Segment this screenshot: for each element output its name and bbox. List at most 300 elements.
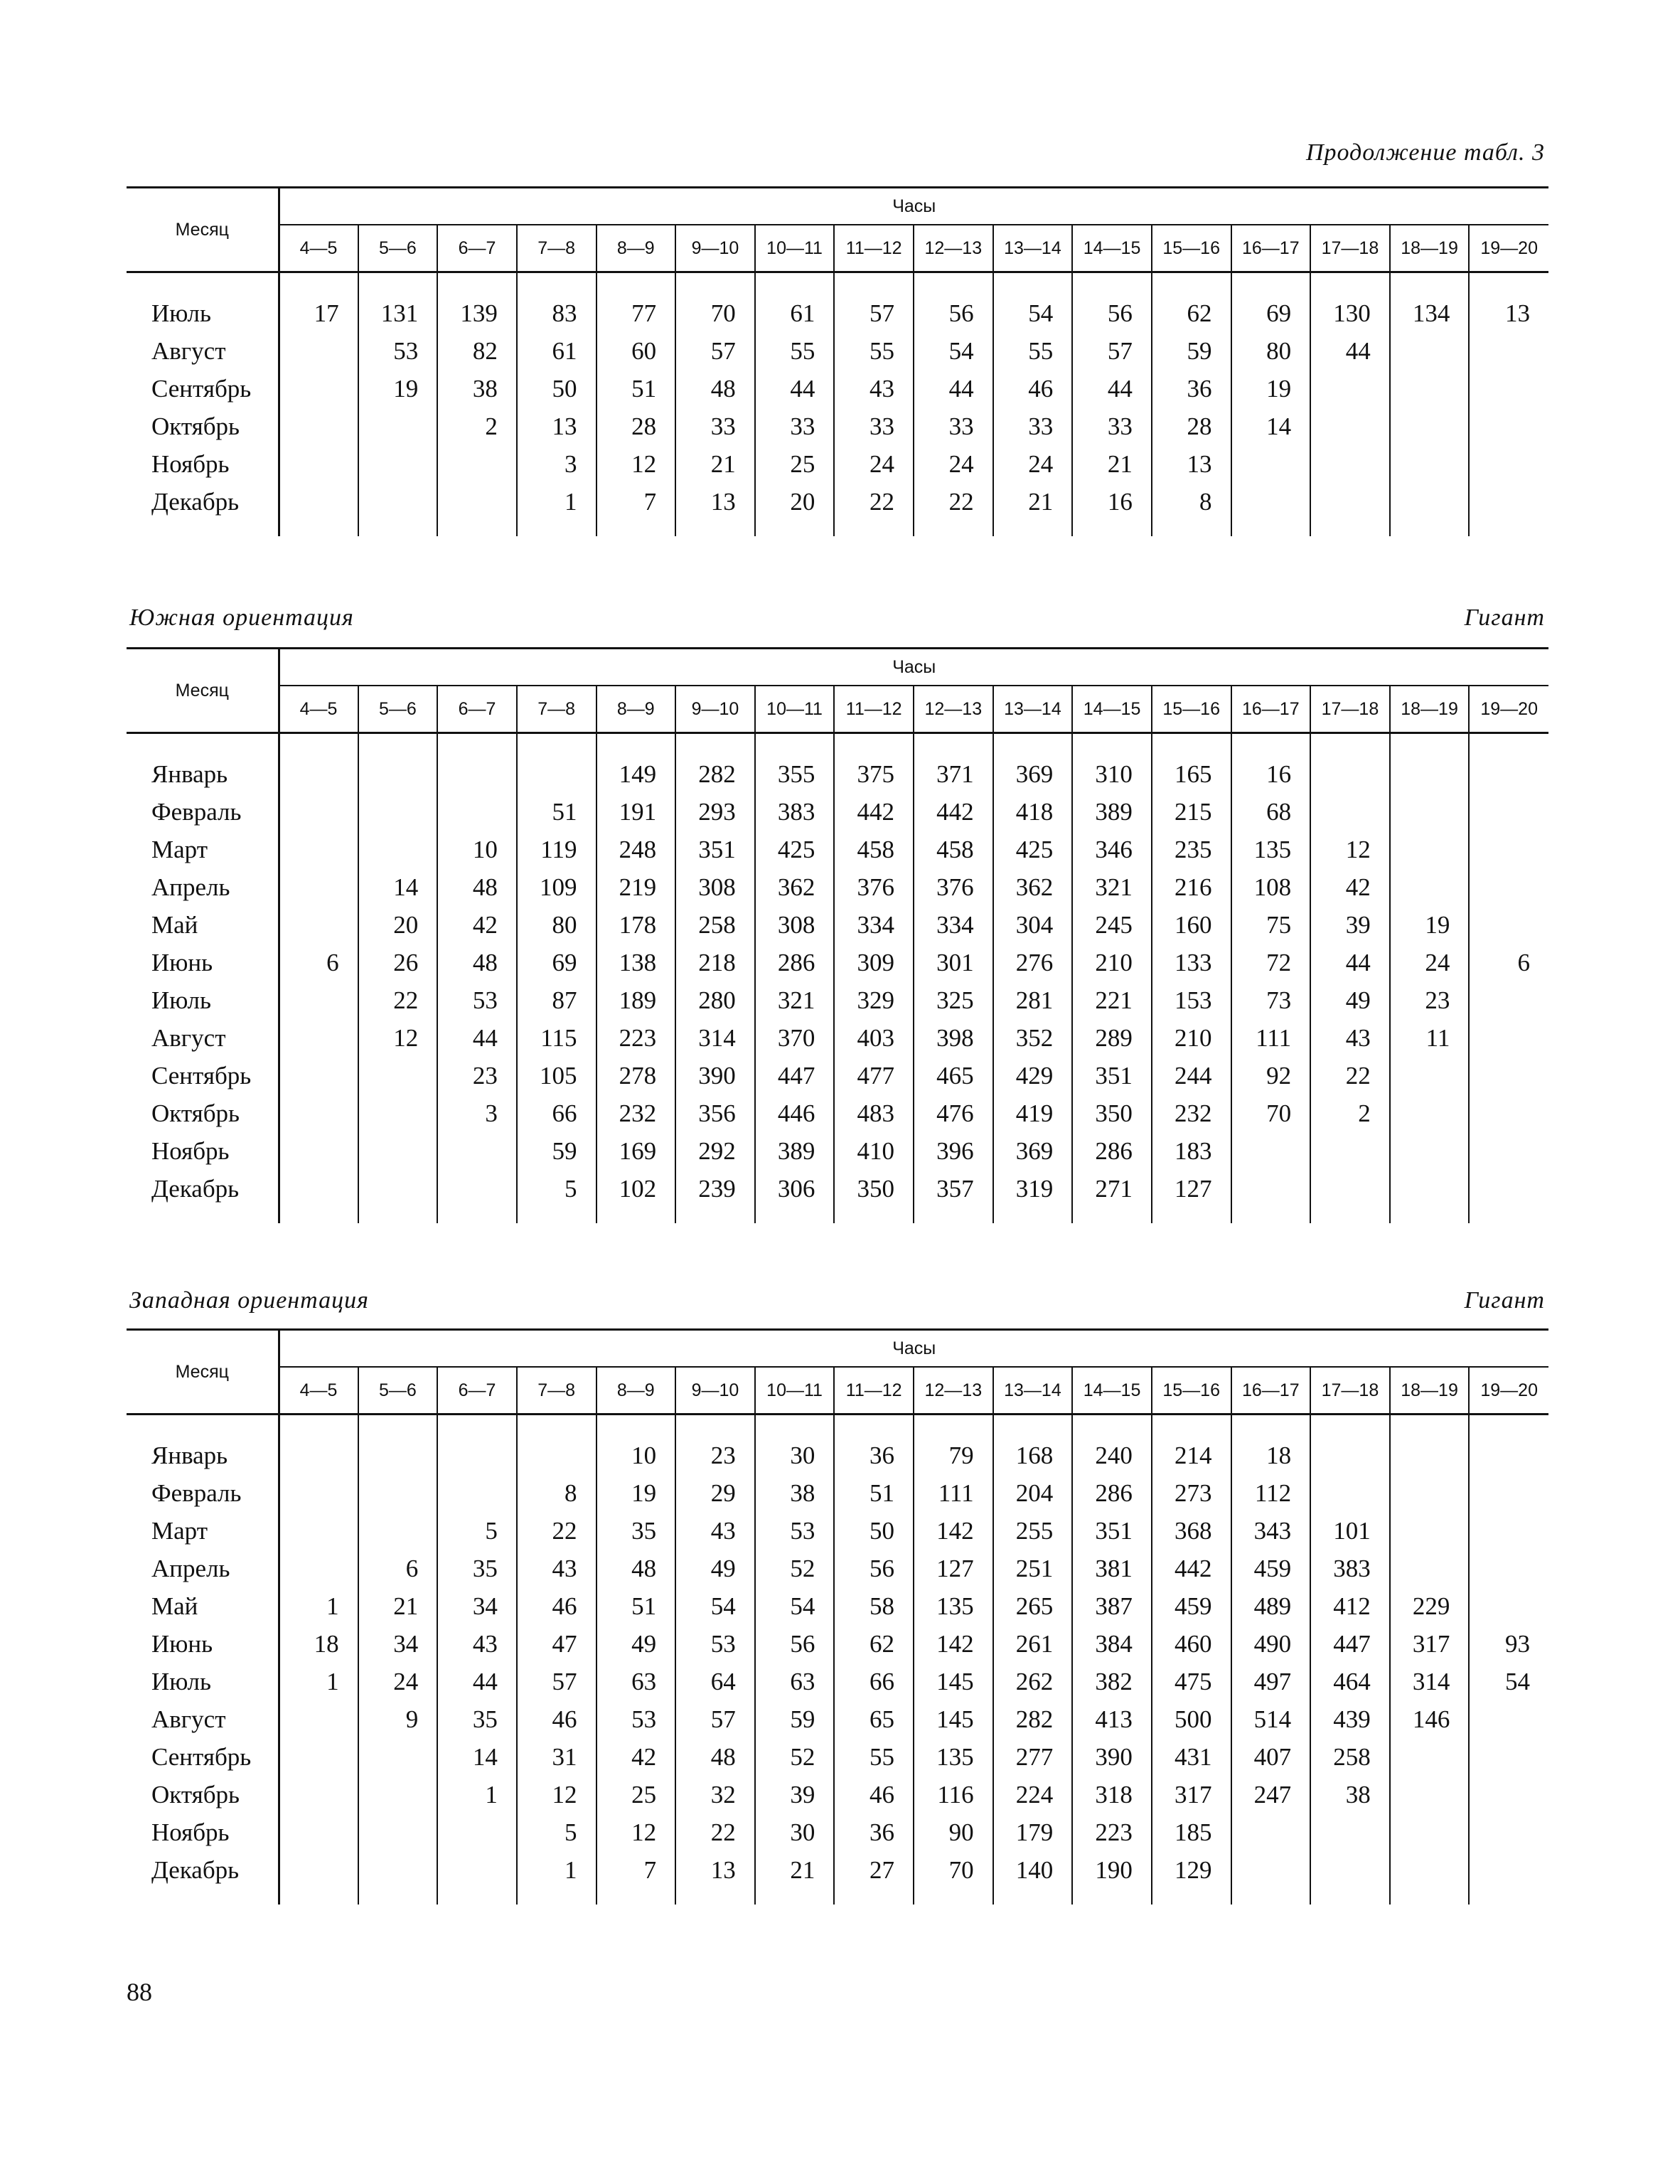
value-cell: 376 — [834, 868, 914, 906]
value-cell: 44 — [914, 370, 993, 407]
value-cell: 13 — [517, 407, 596, 445]
value-cell: 50 — [517, 370, 596, 407]
value-cell: 357 — [914, 1170, 993, 1208]
value-cell — [279, 332, 358, 370]
value-cell: 49 — [1310, 981, 1390, 1019]
value-cell — [279, 981, 358, 1019]
value-cell: 51 — [596, 1587, 676, 1625]
value-cell — [279, 370, 358, 407]
hour-column-header: 13—14 — [993, 225, 1073, 272]
value-cell: 58 — [834, 1587, 914, 1625]
value-cell — [279, 1170, 358, 1208]
value-cell: 18 — [1231, 1437, 1311, 1474]
hour-column-header: 8—9 — [596, 225, 676, 272]
hour-column-header: 17—18 — [1310, 225, 1390, 272]
value-cell: 458 — [914, 831, 993, 868]
value-cell: 282 — [675, 755, 755, 793]
value-cell: 24 — [914, 445, 993, 483]
value-cell: 23 — [437, 1057, 517, 1094]
value-cell: 5 — [437, 1512, 517, 1550]
value-cell: 26 — [358, 944, 438, 981]
value-cell: 1 — [437, 1776, 517, 1813]
value-cell — [1469, 1700, 1548, 1738]
value-cell: 321 — [755, 981, 835, 1019]
month-cell: Март — [127, 1512, 279, 1550]
value-cell — [279, 1094, 358, 1132]
value-cell: 169 — [596, 1132, 676, 1170]
value-cell: 55 — [834, 332, 914, 370]
value-cell: 350 — [1072, 1094, 1152, 1132]
hour-column-header: 19—20 — [1469, 1367, 1548, 1415]
table-section-south — [127, 647, 1548, 1223]
value-cell: 62 — [1152, 294, 1231, 332]
hour-column-header: 15—16 — [1152, 225, 1231, 272]
value-cell — [1469, 981, 1548, 1019]
value-cell — [358, 1057, 438, 1094]
value-cell: 39 — [1310, 906, 1390, 944]
value-cell: 370 — [755, 1019, 835, 1057]
value-cell: 318 — [1072, 1776, 1152, 1813]
value-cell: 57 — [517, 1663, 596, 1700]
value-cell: 42 — [437, 906, 517, 944]
value-cell — [1469, 1437, 1548, 1474]
value-cell — [279, 445, 358, 483]
value-cell — [1310, 407, 1390, 445]
value-cell: 42 — [1310, 868, 1390, 906]
value-cell: 12 — [358, 1019, 438, 1057]
value-cell: 11 — [1390, 1019, 1470, 1057]
value-cell — [1390, 483, 1470, 521]
value-cell — [1310, 1813, 1390, 1851]
value-cell: 51 — [834, 1474, 914, 1512]
value-cell: 33 — [834, 407, 914, 445]
value-cell — [279, 1550, 358, 1587]
value-cell — [1469, 1170, 1548, 1208]
table-row — [127, 1094, 1548, 1132]
value-cell — [1390, 1550, 1470, 1587]
hour-column-header: 5—6 — [358, 225, 438, 272]
value-cell: 133 — [1152, 944, 1231, 981]
hour-column-header: 19—20 — [1469, 686, 1548, 733]
value-cell: 396 — [914, 1132, 993, 1170]
value-cell: 281 — [993, 981, 1073, 1019]
value-cell — [279, 407, 358, 445]
value-cell: 54 — [675, 1587, 755, 1625]
value-cell: 477 — [834, 1057, 914, 1094]
table-row — [127, 1132, 1548, 1170]
value-cell: 90 — [914, 1813, 993, 1851]
value-cell: 29 — [675, 1474, 755, 1512]
value-cell — [1469, 1587, 1548, 1625]
data-table — [127, 647, 1548, 1223]
hour-column-header: 11—12 — [834, 225, 914, 272]
value-cell: 351 — [1072, 1512, 1152, 1550]
value-cell: 5 — [517, 1170, 596, 1208]
value-cell: 413 — [1072, 1700, 1152, 1738]
value-cell: 63 — [596, 1663, 676, 1700]
value-cell — [358, 1851, 438, 1889]
value-cell — [279, 1132, 358, 1170]
month-cell: Январь — [127, 1437, 279, 1474]
value-cell: 33 — [914, 407, 993, 445]
value-cell: 13 — [1505, 299, 1530, 327]
value-cell: 22 — [914, 483, 993, 521]
month-cell: Июль — [127, 981, 279, 1019]
value-cell: 442 — [1152, 1550, 1231, 1587]
month-cell: Июнь — [127, 1625, 279, 1663]
value-cell — [1390, 1132, 1470, 1170]
value-cell: 55 — [834, 1738, 914, 1776]
value-cell: 429 — [993, 1057, 1073, 1094]
value-cell: 49 — [596, 1625, 676, 1663]
value-cell: 321 — [1072, 868, 1152, 906]
value-cell: 115 — [517, 1019, 596, 1057]
value-cell: 53 — [596, 1700, 676, 1738]
value-cell — [358, 1738, 438, 1776]
value-cell: 190 — [1072, 1851, 1152, 1889]
value-cell: 185 — [1152, 1813, 1231, 1851]
value-cell: 489 — [1231, 1587, 1311, 1625]
value-cell: 262 — [993, 1663, 1073, 1700]
value-cell: 280 — [675, 981, 755, 1019]
month-cell: Декабрь — [127, 1851, 279, 1889]
month-cell: Апрель — [127, 1550, 279, 1587]
value-cell: 251 — [993, 1550, 1073, 1587]
value-cell: 48 — [675, 370, 755, 407]
value-cell: 31 — [517, 1738, 596, 1776]
value-cell — [1390, 445, 1470, 483]
value-cell: 425 — [993, 831, 1073, 868]
value-cell: 215 — [1152, 793, 1231, 831]
value-cell: 1 — [279, 1587, 358, 1625]
value-cell: 390 — [1072, 1738, 1152, 1776]
hours-header: Часы — [279, 188, 1548, 225]
value-cell — [1231, 1170, 1311, 1208]
value-cell: 258 — [675, 906, 755, 944]
value-cell: 101 — [1310, 1512, 1390, 1550]
value-cell: 83 — [517, 294, 596, 332]
section-title-south: Южная ориентация — [129, 604, 354, 631]
hour-column-header: 10—11 — [755, 686, 835, 733]
value-cell: 44 — [437, 1019, 517, 1057]
hour-column-header: 14—15 — [1072, 1367, 1152, 1415]
value-cell: 44 — [1310, 332, 1390, 370]
value-cell — [437, 1813, 517, 1851]
value-cell: 80 — [1231, 332, 1311, 370]
value-cell: 56 — [914, 294, 993, 332]
value-cell — [437, 755, 517, 793]
value-cell: 465 — [914, 1057, 993, 1094]
value-cell: 24 — [1390, 944, 1470, 981]
value-cell: 53 — [358, 332, 438, 370]
value-cell: 22 — [517, 1512, 596, 1550]
hour-column-header: 19—20 — [1469, 225, 1548, 272]
value-cell: 142 — [914, 1512, 993, 1550]
value-cell: 514 — [1231, 1700, 1311, 1738]
value-cell: 362 — [755, 868, 835, 906]
value-cell — [358, 483, 438, 521]
value-cell: 36 — [1152, 370, 1231, 407]
value-cell: 153 — [1152, 981, 1231, 1019]
value-cell: 319 — [993, 1170, 1073, 1208]
hour-column-header: 15—16 — [1152, 686, 1231, 733]
value-cell: 21 — [755, 1851, 835, 1889]
value-cell: 258 — [1310, 1738, 1390, 1776]
value-cell: 87 — [517, 981, 596, 1019]
hour-column-header: 6—7 — [437, 225, 517, 272]
value-cell: 48 — [437, 868, 517, 906]
value-cell: 56 — [834, 1550, 914, 1587]
value-cell: 425 — [755, 831, 835, 868]
value-cell: 19 — [358, 370, 438, 407]
value-cell: 16 — [1072, 483, 1152, 521]
hours-header: Часы — [279, 649, 1548, 686]
value-cell: 119 — [517, 831, 596, 868]
value-cell: 17 — [279, 294, 358, 332]
value-cell: 286 — [755, 944, 835, 981]
value-cell — [1231, 483, 1311, 521]
value-cell — [1469, 1776, 1548, 1813]
value-cell: 403 — [834, 1019, 914, 1057]
value-cell: 371 — [914, 755, 993, 793]
value-cell — [437, 445, 517, 483]
value-cell — [279, 868, 358, 906]
value-cell: 309 — [834, 944, 914, 981]
value-cell: 5 — [517, 1813, 596, 1851]
value-cell: 61 — [755, 294, 835, 332]
value-cell: 334 — [914, 906, 993, 944]
value-cell: 232 — [1152, 1094, 1231, 1132]
value-cell: 442 — [914, 793, 993, 831]
value-cell — [1469, 1550, 1548, 1587]
hour-column-header: 5—6 — [358, 1367, 438, 1415]
value-cell: 351 — [1072, 1057, 1152, 1094]
value-cell: 19 — [596, 1474, 676, 1512]
value-cell: 68 — [1231, 793, 1311, 831]
value-cell: 261 — [993, 1625, 1073, 1663]
value-cell: 54 — [993, 294, 1073, 332]
value-cell: 64 — [675, 1663, 755, 1700]
value-cell — [437, 1437, 517, 1474]
value-cell: 57 — [675, 1700, 755, 1738]
hour-column-header: 8—9 — [596, 686, 676, 733]
value-cell — [358, 407, 438, 445]
value-cell: 38 — [437, 370, 517, 407]
value-cell — [1390, 1776, 1470, 1813]
value-cell: 306 — [755, 1170, 835, 1208]
value-cell: 44 — [437, 1663, 517, 1700]
value-cell: 314 — [675, 1019, 755, 1057]
value-cell — [358, 831, 438, 868]
value-cell: 59 — [755, 1700, 835, 1738]
value-cell: 57 — [675, 332, 755, 370]
value-cell: 13 — [675, 483, 755, 521]
table-section-1 — [127, 186, 1548, 536]
value-cell — [1310, 755, 1390, 793]
value-cell — [1469, 445, 1548, 483]
month-cell: Октябрь — [127, 407, 279, 445]
value-cell: 210 — [1152, 1019, 1231, 1057]
value-cell — [279, 1851, 358, 1889]
value-cell: 459 — [1152, 1587, 1231, 1625]
value-cell: 419 — [993, 1094, 1073, 1132]
value-cell: 412 — [1310, 1587, 1390, 1625]
hour-column-header: 5—6 — [358, 686, 438, 733]
month-cell: Ноябрь — [127, 1813, 279, 1851]
month-cell: Декабрь — [127, 1170, 279, 1208]
table-row — [127, 1663, 1548, 1700]
value-cell: 375 — [834, 755, 914, 793]
value-cell: 44 — [755, 370, 835, 407]
value-cell: 112 — [1231, 1474, 1311, 1512]
value-cell: 292 — [675, 1132, 755, 1170]
value-cell — [1390, 1474, 1470, 1512]
table-row — [127, 1170, 1548, 1208]
table-row — [127, 1813, 1548, 1851]
value-cell: 381 — [1072, 1550, 1152, 1587]
value-cell: 19 — [1390, 906, 1470, 944]
value-cell — [1231, 1851, 1311, 1889]
value-cell: 293 — [675, 793, 755, 831]
value-cell: 47 — [517, 1625, 596, 1663]
value-cell: 18 — [279, 1625, 358, 1663]
value-cell — [1390, 1851, 1470, 1889]
value-cell — [1231, 1813, 1311, 1851]
value-cell: 25 — [755, 445, 835, 483]
value-cell: 108 — [1231, 868, 1311, 906]
hour-column-header: 9—10 — [675, 1367, 755, 1415]
value-cell: 490 — [1231, 1625, 1311, 1663]
value-cell: 301 — [914, 944, 993, 981]
value-cell — [1469, 1738, 1548, 1776]
value-cell: 459 — [1231, 1550, 1311, 1587]
hour-column-header: 10—11 — [755, 1367, 835, 1415]
value-cell — [437, 1474, 517, 1512]
table-row — [127, 445, 1548, 483]
value-cell: 362 — [993, 868, 1073, 906]
value-cell: 79 — [914, 1437, 993, 1474]
value-cell: 38 — [755, 1474, 835, 1512]
value-cell: 265 — [993, 1587, 1073, 1625]
value-cell: 410 — [834, 1132, 914, 1170]
value-cell: 239 — [675, 1170, 755, 1208]
value-cell — [358, 1437, 438, 1474]
value-cell: 12 — [517, 1776, 596, 1813]
value-cell — [279, 1474, 358, 1512]
value-cell — [1469, 1132, 1548, 1170]
table-section-west — [127, 1328, 1548, 1905]
value-cell: 22 — [834, 483, 914, 521]
value-cell: 218 — [675, 944, 755, 981]
value-cell: 20 — [755, 483, 835, 521]
value-cell: 376 — [914, 868, 993, 906]
value-cell: 32 — [675, 1776, 755, 1813]
hour-column-header: 7—8 — [517, 225, 596, 272]
value-cell: 464 — [1310, 1663, 1390, 1700]
table-row — [127, 1057, 1548, 1094]
value-cell: 8 — [1152, 483, 1231, 521]
hour-column-header: 4—5 — [279, 225, 358, 272]
section-title-west: Западная ориентация — [129, 1287, 369, 1314]
value-cell: 36 — [834, 1813, 914, 1851]
value-cell: 248 — [596, 831, 676, 868]
brand-label-south: Гигант — [1464, 604, 1545, 631]
value-cell: 244 — [1152, 1057, 1231, 1094]
table-row — [127, 294, 1548, 332]
value-cell: 278 — [596, 1057, 676, 1094]
value-cell: 221 — [1072, 981, 1152, 1019]
value-cell: 77 — [596, 294, 676, 332]
value-cell: 165 — [1152, 755, 1231, 793]
value-cell: 33 — [1072, 407, 1152, 445]
value-cell: 111 — [914, 1474, 993, 1512]
value-cell: 329 — [834, 981, 914, 1019]
value-cell: 129 — [1152, 1851, 1231, 1889]
month-cell: Август — [127, 332, 279, 370]
value-cell: 19 — [1231, 370, 1311, 407]
month-cell: Март — [127, 831, 279, 868]
value-cell: 7 — [596, 483, 676, 521]
value-cell — [1310, 483, 1390, 521]
month-cell: Август — [127, 1019, 279, 1057]
value-cell: 130 — [1310, 294, 1390, 332]
month-cell: Июнь — [127, 944, 279, 981]
value-cell — [1469, 1057, 1548, 1094]
month-cell: Июль — [127, 294, 279, 332]
value-cell: 33 — [755, 407, 835, 445]
value-cell: 368 — [1152, 1512, 1231, 1550]
table-row — [127, 407, 1548, 445]
hour-column-header: 6—7 — [437, 686, 517, 733]
value-cell: 23 — [1390, 981, 1470, 1019]
value-cell: 70 — [675, 294, 755, 332]
value-cell: 38 — [1310, 1776, 1390, 1813]
value-cell — [1231, 445, 1311, 483]
table-row — [127, 332, 1548, 370]
value-cell: 476 — [914, 1094, 993, 1132]
value-cell — [517, 755, 596, 793]
value-cell: 35 — [437, 1550, 517, 1587]
value-cell — [1469, 332, 1548, 370]
value-cell: 23 — [675, 1437, 755, 1474]
data-table — [127, 1328, 1548, 1905]
value-cell: 49 — [675, 1550, 755, 1587]
value-cell: 35 — [596, 1512, 676, 1550]
value-cell — [358, 1512, 438, 1550]
value-cell — [279, 1019, 358, 1057]
value-cell: 21 — [993, 483, 1073, 521]
value-cell: 350 — [834, 1170, 914, 1208]
value-cell: 2 — [1310, 1094, 1390, 1132]
value-cell: 51 — [596, 370, 676, 407]
value-cell — [437, 793, 517, 831]
table-row — [127, 1738, 1548, 1776]
value-cell: 240 — [1072, 1437, 1152, 1474]
value-cell: 286 — [1072, 1132, 1152, 1170]
hour-column-header: 16—17 — [1231, 225, 1311, 272]
month-cell: Май — [127, 1587, 279, 1625]
value-cell — [1310, 1474, 1390, 1512]
value-cell: 289 — [1072, 1019, 1152, 1057]
value-cell: 178 — [596, 906, 676, 944]
value-cell: 1 — [517, 1851, 596, 1889]
value-cell: 247 — [1231, 1776, 1311, 1813]
value-cell: 80 — [517, 906, 596, 944]
value-cell — [1310, 793, 1390, 831]
month-cell: Сентябрь — [127, 1738, 279, 1776]
value-cell — [358, 1170, 438, 1208]
table-row — [127, 1587, 1548, 1625]
